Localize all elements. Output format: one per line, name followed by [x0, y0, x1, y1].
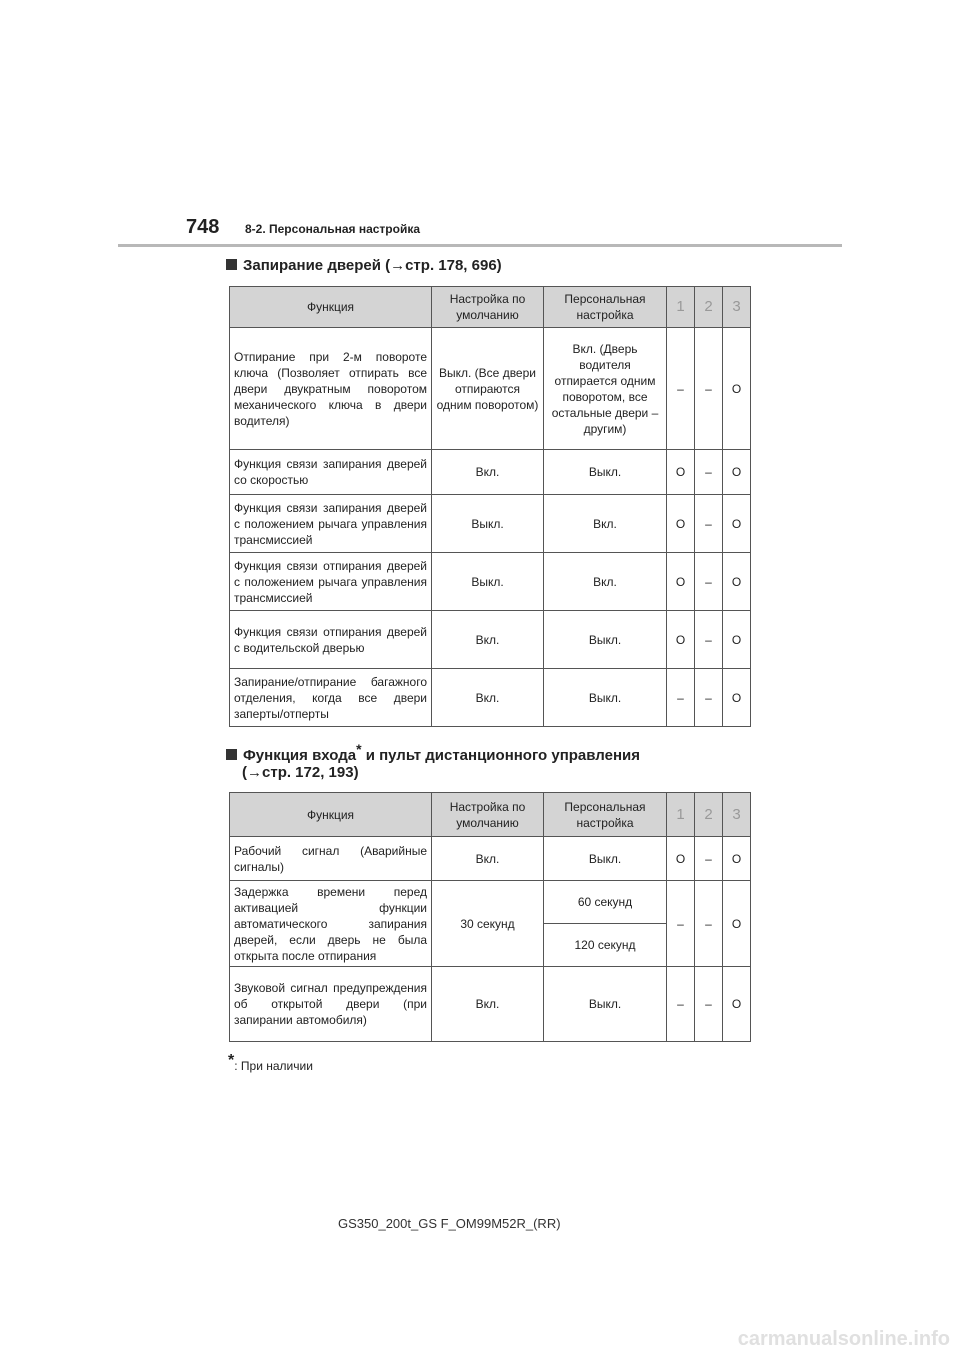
col-personal-header: Персональная настройка [544, 793, 667, 837]
row-function: Функция связи запирания дверей с положением рычага управления трансмиссией [230, 495, 432, 553]
row-default: Вкл. [432, 967, 544, 1042]
asterisk-mark: * [356, 741, 362, 757]
col-2-header: 2 [695, 287, 723, 328]
footnote-asterisk: * [228, 1052, 235, 1069]
row-col2: – [695, 495, 723, 553]
row-personal: Выкл. [544, 611, 667, 669]
col-3-header: 3 [723, 287, 751, 328]
open-paren: ( [242, 764, 247, 781]
section2-title-part2: и пульт дистанционного управления [361, 747, 640, 764]
table-row [230, 553, 751, 611]
section2-title-part1: Функция входа [243, 747, 357, 764]
row-default: Вкл. [432, 611, 544, 669]
row-col3: O [723, 669, 751, 727]
row-col3: O [723, 967, 751, 1042]
row-col3: O [723, 553, 751, 611]
col-function-header: Функция [230, 287, 432, 328]
footnote-text: : При наличии [234, 1059, 313, 1073]
section2-heading-line2 [242, 763, 359, 783]
row-personal: Вкл. [544, 495, 667, 553]
table-row [230, 328, 751, 450]
document-code: GS350_200t_GS F_OM99M52R_(RR) [338, 1216, 561, 1231]
section1-title-prefix: Запирание дверей ( [243, 257, 391, 274]
row-personal-a: 60 секунд [544, 881, 667, 924]
row-function: Функция связи отпирания дверей с водительской дверью [230, 611, 432, 669]
row-col1: O [667, 450, 695, 495]
col-function-header: Функция [230, 793, 432, 837]
section2-heading [226, 739, 640, 781]
watermark: carmanualsonline.info [737, 1328, 950, 1350]
row-col2: – [695, 967, 723, 1042]
row-personal: Выкл. [544, 669, 667, 727]
row-personal: Вкл. [544, 553, 667, 611]
row-function: Рабочий сигнал (Аварийные сигналы) [230, 837, 432, 881]
row-col1: – [667, 328, 695, 450]
col-1-header: 1 [667, 287, 695, 328]
row-col3: O [723, 328, 751, 450]
row-function: Отпирание при 2-м повороте ключа (Позволяет отпирать все двери двукратным поворотом механического ключа в двери водителя) [230, 328, 432, 450]
row-col3: O [723, 611, 751, 669]
page-number: 748 [186, 216, 220, 238]
row-col2: – [695, 837, 723, 881]
row-default: Выкл. [432, 553, 544, 611]
row-col1: O [667, 495, 695, 553]
table-row [230, 611, 751, 669]
table-row [230, 495, 751, 553]
door-lock-table [229, 286, 751, 727]
header-divider [118, 244, 842, 247]
row-col3: O [723, 881, 751, 967]
row-personal: Выкл. [544, 837, 667, 881]
row-col3: O [723, 495, 751, 553]
col-default-header: Настройка по умолчанию [432, 793, 544, 837]
col-3-header: 3 [723, 793, 751, 837]
row-default: Вкл. [432, 450, 544, 495]
table-row [230, 967, 751, 1042]
row-personal: Выкл. [544, 967, 667, 1042]
col-personal-header: Персональная настройка [544, 287, 667, 328]
table-row [230, 669, 751, 727]
row-col3: O [723, 450, 751, 495]
row-col2: – [695, 881, 723, 967]
row-col1: O [667, 553, 695, 611]
table-header-row [230, 287, 751, 328]
row-col1: – [667, 881, 695, 967]
row-col2: – [695, 553, 723, 611]
footnote [228, 1052, 313, 1073]
row-col2: – [695, 669, 723, 727]
row-function: Запирание/отпирание багажного отделения, когда все двери заперты/отперты [230, 669, 432, 727]
row-function: Функция связи запирания дверей со скоростью [230, 450, 432, 495]
table-row [230, 881, 751, 924]
row-personal: Выкл. [544, 450, 667, 495]
row-personal: Вкл. (Дверь водителя отпирается одним поворотом, все остальные двери – другим) [544, 328, 667, 450]
square-bullet-icon [226, 259, 237, 270]
col-2-header: 2 [695, 793, 723, 837]
row-col1: O [667, 837, 695, 881]
col-1-header: 1 [667, 793, 695, 837]
row-col3: O [723, 837, 751, 881]
row-col1: – [667, 967, 695, 1042]
table-header-row [230, 793, 751, 837]
row-function: Функция связи отпирания дверей с положением рычага управления трансмиссией [230, 553, 432, 611]
row-personal-b: 120 секунд [544, 924, 667, 967]
row-default: Вкл. [432, 837, 544, 881]
row-col2: – [695, 450, 723, 495]
row-default: 30 секунд [432, 881, 544, 967]
arrow-icon: → [247, 764, 262, 781]
arrow-icon: → [390, 257, 406, 274]
table-row [230, 837, 751, 881]
row-function: Задержка времени перед активацией функции автоматического запирания дверей, если дверь не была открыта после отпирания [230, 881, 432, 967]
section1-page-ref: стр. 178, 696) [405, 257, 502, 274]
section1-heading [226, 256, 502, 276]
row-default: Выкл. [432, 495, 544, 553]
row-col2: – [695, 611, 723, 669]
entry-remote-table [229, 792, 751, 1042]
section-title: 8-2. Персональная настройка [245, 222, 421, 236]
col-default-header: Настройка по умолчанию [432, 287, 544, 328]
square-bullet-icon [226, 749, 237, 760]
row-col1: – [667, 669, 695, 727]
row-function: Звуковой сигнал предупреждения об открытой двери (при запирании автомобиля) [230, 967, 432, 1042]
row-col1: O [667, 611, 695, 669]
section2-page-ref: стр. 172, 193) [262, 764, 359, 781]
table-row [230, 450, 751, 495]
row-default: Вкл. [432, 669, 544, 727]
row-default: Выкл. (Все двери отпираются одним поворотом) [432, 328, 544, 450]
row-col2: – [695, 328, 723, 450]
